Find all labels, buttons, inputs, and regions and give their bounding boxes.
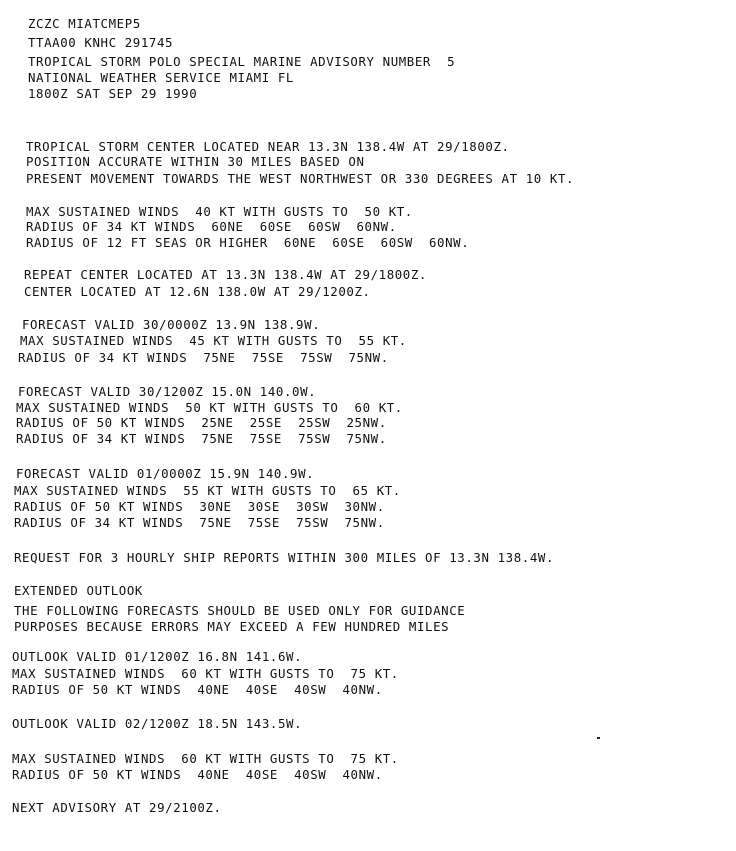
forecast-3-max-winds: MAX SUSTAINED WINDS 55 KT WITH GUSTS TO 65 KT.	[14, 483, 401, 498]
forecast-2-valid: FORECAST VALID 30/1200Z 15.0N 140.0W.	[18, 384, 317, 399]
next-advisory: NEXT ADVISORY AT 29/2100Z.	[12, 800, 222, 815]
outlook-2-radius-50kt: RADIUS OF 50 KT WINDS 40NE 40SE 40SW 40NW.	[12, 767, 383, 782]
forecast-2-radius-34kt: RADIUS OF 34 KT WINDS 75NE 75SE 75SW 75NW.	[16, 431, 387, 446]
forecast-1-valid: FORECAST VALID 30/0000Z 13.9N 138.9W.	[22, 317, 321, 332]
guidance-note-1: THE FOLLOWING FORECASTS SHOULD BE USED ONLY FOR GUIDANCE	[14, 603, 466, 618]
center-location: TROPICAL STORM CENTER LOCATED NEAR 13.3N 138.4W AT 29/1800Z.	[26, 139, 510, 154]
guidance-note-2: PURPOSES BECAUSE ERRORS MAY EXCEED A FEW HUNDRED MILES	[14, 619, 450, 634]
outlook-1-valid: OUTLOOK VALID 01/1200Z 16.8N 141.6W.	[12, 649, 303, 664]
previous-center: CENTER LOCATED AT 12.6N 138.0W AT 29/1200Z.	[24, 284, 371, 299]
forecast-3-valid: FORECAST VALID 01/0000Z 15.9N 140.9W.	[16, 466, 315, 481]
forecast-3-radius-50kt: RADIUS OF 50 KT WINDS 30NE 30SE 30SW 30NW.	[14, 499, 385, 514]
forecast-3-radius-34kt: RADIUS OF 34 KT WINDS 75NE 75SE 75SW 75NW.	[14, 515, 385, 530]
repeat-center: REPEAT CENTER LOCATED AT 13.3N 138.4W AT 29/1800Z.	[24, 267, 427, 282]
position-accuracy: POSITION ACCURATE WITHIN 30 MILES BASED ON	[26, 154, 365, 169]
header-line-2: TTAA00 KNHC 291745	[28, 35, 174, 50]
outlook-2-valid: OUTLOOK VALID 02/1200Z 18.5N 143.5W.	[12, 716, 303, 731]
forecast-2-radius-50kt: RADIUS OF 50 KT WINDS 25NE 25SE 25SW 25NW.	[16, 415, 387, 430]
forecast-1-max-winds: MAX SUSTAINED WINDS 45 KT WITH GUSTS TO 55 KT.	[20, 333, 407, 348]
ship-report-request: REQUEST FOR 3 HOURLY SHIP REPORTS WITHIN 300 MILES OF 13.3N 138.4W.	[14, 550, 555, 565]
issue-time: 1800Z SAT SEP 29 1990	[28, 86, 198, 101]
current-max-winds: MAX SUSTAINED WINDS 40 KT WITH GUSTS TO 50 KT.	[26, 204, 413, 219]
scan-speck	[597, 737, 600, 739]
issuing-office: NATIONAL WEATHER SERVICE MIAMI FL	[28, 70, 294, 85]
outlook-2-max-winds: MAX SUSTAINED WINDS 60 KT WITH GUSTS TO 75 KT.	[12, 751, 399, 766]
advisory-title: TROPICAL STORM POLO SPECIAL MARINE ADVISORY NUMBER 5	[28, 54, 456, 69]
forecast-2-max-winds: MAX SUSTAINED WINDS 50 KT WITH GUSTS TO 60 KT.	[16, 400, 403, 415]
forecast-1-radius-34kt: RADIUS OF 34 KT WINDS 75NE 75SE 75SW 75NW.	[18, 350, 389, 365]
outlook-1-max-winds: MAX SUSTAINED WINDS 60 KT WITH GUSTS TO 75 KT.	[12, 666, 399, 681]
header-line-1: ZCZC MIATCMEP5	[28, 16, 141, 31]
present-movement: PRESENT MOVEMENT TOWARDS THE WEST NORTHWEST OR 330 DEGREES AT 10 KT.	[26, 171, 575, 186]
outlook-1-radius-50kt: RADIUS OF 50 KT WINDS 40NE 40SE 40SW 40NW.	[12, 682, 383, 697]
current-radius-seas: RADIUS OF 12 FT SEAS OR HIGHER 60NE 60SE 60SW 60NW.	[26, 235, 470, 250]
current-radius-34kt: RADIUS OF 34 KT WINDS 60NE 60SE 60SW 60NW.	[26, 219, 397, 234]
extended-outlook-heading: EXTENDED OUTLOOK	[14, 583, 143, 598]
